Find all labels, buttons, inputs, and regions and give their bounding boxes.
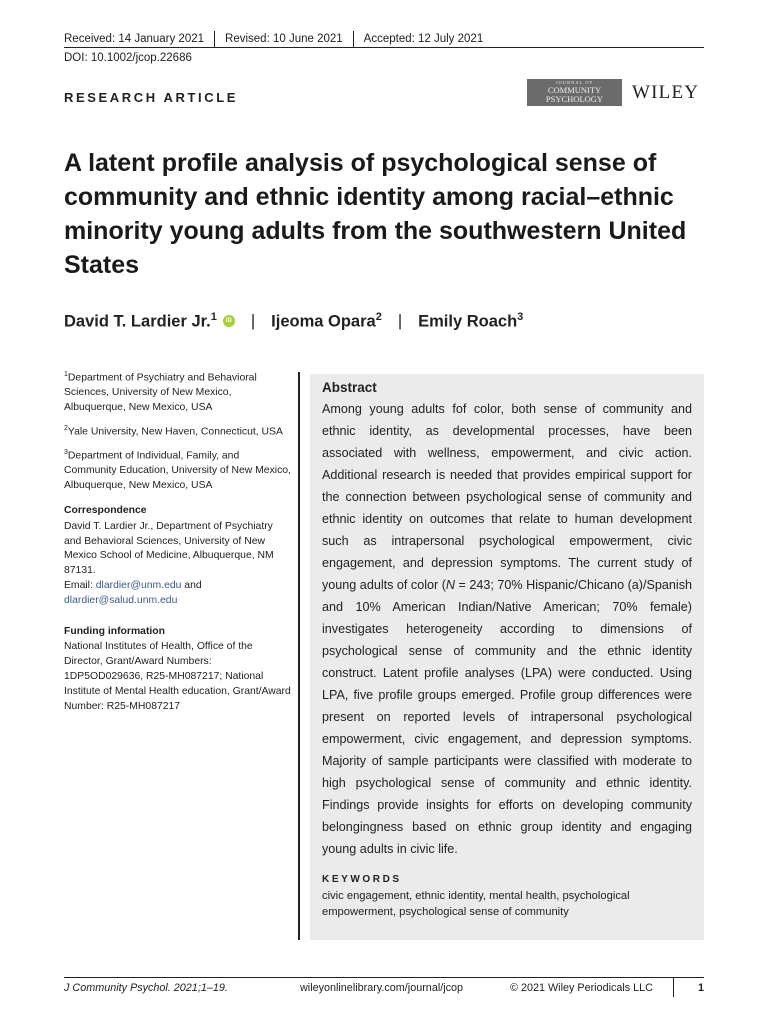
doi[interactable]: DOI: 10.1002/jcop.22686 <box>64 52 192 64</box>
article-type: RESEARCH ARTICLE <box>64 90 239 105</box>
paper-title: A latent profile analysis of psychological sense of community and ethnic identity among racial–ethnic minority young adults from the southwestern United States <box>64 149 687 279</box>
journal-url[interactable]: wileyonlinelibrary.com/journal/jcop <box>300 982 464 994</box>
funding-heading: Funding information <box>64 625 165 637</box>
revised-date: Revised: 10 June 2021 <box>225 33 343 45</box>
author-separator: | <box>250 311 256 330</box>
correspondence-text: David T. Lardier Jr., Department of Psychiatry and Behavioral Sciences, University of New Mexico School of Medicine, Albuquerque, NM 87131. Email: dlardier@unm.edu and dlardier@salud.unm.edu <box>64 520 274 606</box>
orcid-icon[interactable]: iD <box>223 315 235 327</box>
header-rule <box>64 47 704 48</box>
divider <box>353 31 354 48</box>
email-link-1[interactable]: dlardier@unm.edu <box>95 579 182 591</box>
journal-logo <box>527 79 622 106</box>
abstract-text: Among young adults fof color, both sense of community and ethnic identity, as developmental processes, have been associated with wellness, empowerment, and civic action. Additional research is needed that provides empirical support for the connection between psychological sense of community and ethnic identity on outcomes that relate to human development such as intrapersonal psychological empowerment, civic engagement, and depression symptoms. The current study of young adults of color (N = 243; 70% Hispanic/Chicano (a)/Spanish and 10% American Indian/Native American; 70% female) investigates heterogeneity according to dimensions of psychological sense of community and the ethnic identity construct. Latent profile analyses (LPA) were conducted. Using LPA, five profile groups emerged. Profile group differences were present on reported levels of intrapersonal psychological empowerment, civic engagement, and depression symptoms. Majority of sample participants were classified with moderate to high psychological sense of community and ethnic identity. Findings provide insights for efforts on developing community belongingness based on ethnic group identity and engaging young adults in civic life. <box>322 402 693 856</box>
funding-text: National Institutes of Health, Office of the Director, Grant/Award Numbers: 1DP5OD029636, R25-MH087217; National Institute of Mental Health education, Grant/Award Number: R25-MH087217 <box>64 641 291 712</box>
keywords-text: civic engagement, ethnic identity, mental health, psychological empowerment, psychological sense of community <box>322 890 630 918</box>
dates-line <box>64 30 704 48</box>
abstract-box <box>310 374 704 940</box>
journal-logo-line2: PSYCHOLOGY <box>545 94 604 104</box>
author-2[interactable]: Ijeoma Opara$^2$ <box>271 311 382 331</box>
affiliation-2: $^2$Yale University, New Haven, Connecticut, USA <box>64 424 283 438</box>
publisher-logo: WILEY <box>632 82 700 103</box>
affiliation-1: $^1$Department of Psychiatry and Behavioral Sciences, University of New Mexico, Albuquerque, New Mexico, USA <box>64 371 257 414</box>
page-number: 1 <box>697 982 704 994</box>
sidebar-rule <box>298 372 300 940</box>
author-1[interactable]: David T. Lardier Jr.$^1$ <box>64 311 217 331</box>
copyright: © 2021 Wiley Periodicals LLC <box>510 982 653 994</box>
journal-logo-small: JOURNAL OF <box>555 80 594 85</box>
author-list <box>64 311 523 332</box>
received-date: Received: 14 January 2021 <box>64 33 205 45</box>
email-link-2[interactable]: dlardier@salud.unm.edu <box>64 594 178 606</box>
correspondence-heading: Correspondence <box>64 504 147 516</box>
footer-rule <box>64 977 704 978</box>
keywords-heading: KEYWORDS <box>322 874 402 885</box>
affiliation-3: $^3$Department of Individual, Family, and Community Education, University of New Mexico, Albuquerque, New Mexico, USA <box>64 449 291 492</box>
author-3[interactable]: Emily Roach$^3$ <box>418 311 524 331</box>
accepted-date: Accepted: 12 July 2021 <box>363 33 484 45</box>
footer <box>64 982 704 998</box>
author-separator: | <box>397 311 403 330</box>
abstract-heading: Abstract <box>322 380 377 395</box>
divider <box>214 31 215 48</box>
citation: J Community Psychol. 2021;1–19. <box>64 982 228 994</box>
sidebar <box>64 368 292 714</box>
journal-logo-line1: COMMUNITY <box>547 85 602 95</box>
divider <box>673 977 674 997</box>
